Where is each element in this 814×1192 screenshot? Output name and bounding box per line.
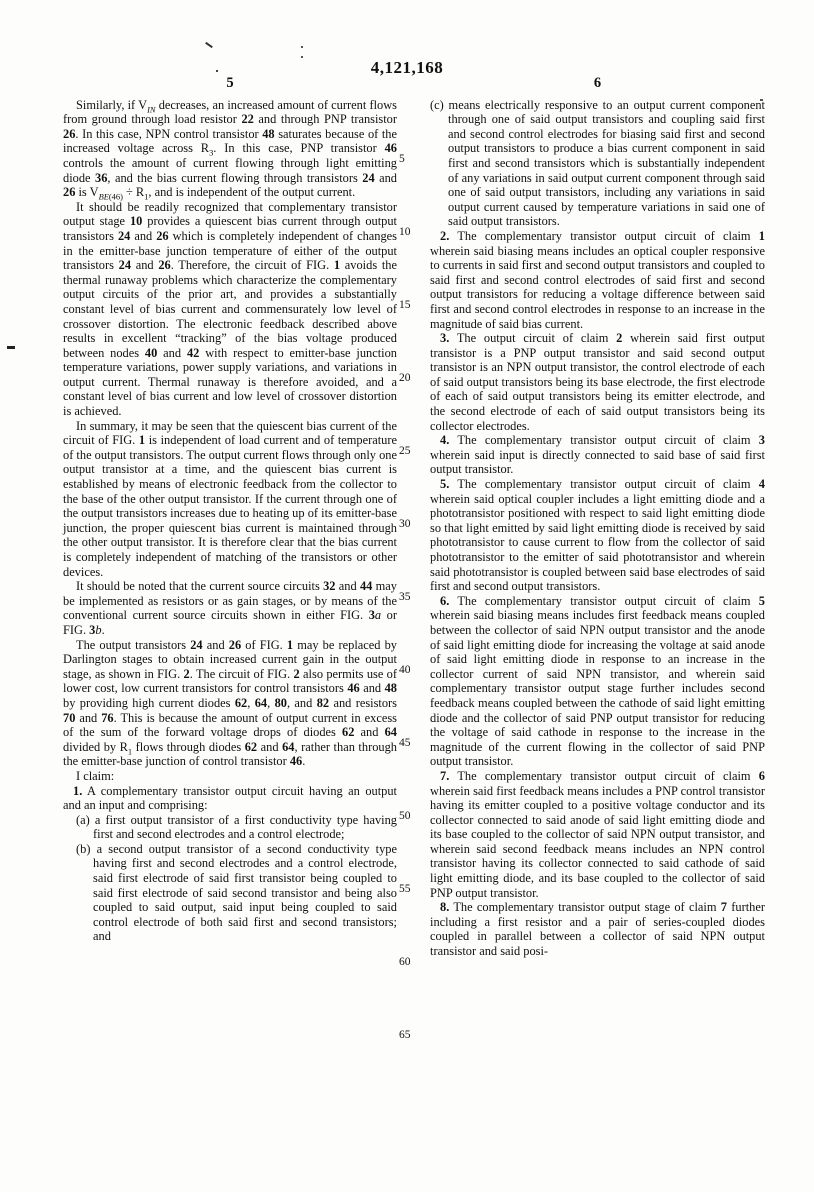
right-column (430, 76, 765, 959)
line-number: 30 (399, 518, 411, 530)
scan-artifact-grave (205, 42, 213, 48)
claim-1-item-a: (a) a first output transistor of a first conductivity type having first and second electrodes and a control electrode; (76, 812, 397, 842)
scan-artifact-dash (7, 346, 15, 349)
line-number: 10 (399, 226, 411, 238)
claim-4: 4. The complementary transistor output circuit of claim 3 wherein said input is directly connected to said base of said first output transistor. (430, 433, 765, 477)
line-number: 20 (399, 372, 411, 384)
patent-number: 4,121,168 (370, 58, 444, 77)
claim-5: 5. The complementary transistor output circuit of claim 4 wherein said optical coupler includes a light emitting diode and a phototransistor positioned with respect to said light emitting diode so that light emitted by said light emitting diode is received by said phototransistor to cause current to flow from the collector of said phototransistor to the emitter of said phototransistor and wherein said phototransistor is coupled between said base electrodes of said first and second output transistors. (430, 477, 765, 594)
line-number: 60 (399, 956, 411, 968)
paragraph: Similarly, if $V_{IN}$ decreases, an increased amount of current flows from ground through load resistor 22 and through PNP transistor 26. In this case, NPN control transistor 48 saturates because of the increased voltage across $R_3$. In this case, PNP transistor 46 controls the amount of current flowing through light emitting diode 36, and the bias current flowing through transistors 24 and 26 is $V_{BE(46)} \div R_1$, and is independent of the output current. (63, 97, 397, 202)
paragraph: It should be readily recognized that complementary transistor output stage 10 provides a quiescent bias current through output transistors 24 and 26 which is completely independent of changes in the emitter-base junction temperature of either of the output transistors 24 and 26. Therefore, the circuit of FIG. 1 avoids the thermal runaway problems which characterize the complementary output circuits of the prior art, and provides a substantially constant level of bias current and commensurately low level of crossover distortion. The electronic feedback described above results in excellent “tracking” of the bias voltage produced between nodes 40 and 42 with respect to emitter-base junction temperature variations, power supply variations, and variations in output current. Thermal runaway is therefore avoided, and a constant level of bias current and low level of crossover distortion is achieved. (63, 199, 397, 419)
line-number: 5 (399, 153, 405, 165)
line-number: 25 (399, 445, 411, 457)
line-number: 45 (399, 737, 411, 749)
claim-6: 6. The complementary transistor output circuit of claim 5 wherein said biasing means includes first feedback means coupled between the collector of said NPN output transistor and the anode of said light emitting diode for increasing the voltage at said anode of said light emitting diode in response to an increase in the collector current of said NPN transistor, and wherein said complementary transistor output stage further includes second feedback means coupled between the cathode of said light emitting diode and the collector of said PNP output transistor for reducing the voltage of said cathode in response to the increase in the magnitude of the current flowing in the collector of said PNP output transistor. (430, 593, 765, 769)
claim-2: 2. The complementary transistor output circuit of claim 1 wherein said biasing means includes an optical coupler responsive to currents in said first and second output transistors and coupled to said first and second control electrodes of said first and second output transistors for reducing a voltage difference between said first and second control electrodes in response to an increase in the magnitude of said bias current. (430, 228, 765, 331)
right-column-number: 6 (593, 75, 602, 91)
line-number: 40 (399, 664, 411, 676)
scan-artifact-colon (301, 46, 303, 58)
line-number: 65 (399, 1029, 411, 1041)
claim-7: 7. The complementary transistor output circuit of claim 6 wherein said first feedback means includes a PNP control transistor having its emitter coupled to a positive voltage conductor and its collector connected to said anode of said light emitting diode and its base coupled to the collector of said NPN output transistor, and wherein said second feedback means includes an NPN control transistor having its collector connected to said cathode of said light emitting diode, and its base coupled to the collector of said PNP output transistor. (430, 768, 765, 900)
line-number: 35 (399, 591, 411, 603)
paragraph: It should be noted that the current source circuits 32 and 44 may be implemented as resistors or as gain stages, or by means of the conventional current source circuits shown in either FIG. 3a or FIG. 3b. (63, 579, 398, 637)
line-number: 50 (399, 810, 411, 822)
claim-8: 8. The complementary transistor output stage of claim 7 further including a first resistor and a pair of series-coupled diodes coupled in parallel between a collector of said NPN output transistor and said posi- (430, 900, 765, 959)
left-column (63, 76, 397, 944)
line-number: 55 (399, 883, 411, 895)
line-number: 15 (399, 299, 411, 311)
claim-3: 3. The output circuit of claim 2 wherein said first output transistor is a PNP output transistor and said second output transistor is an NPN output transistor, the control electrode of each of said output transistors being its base electrode, the first electrode of each of said output transistors being its emitter electrode, and the second electrode of each of said output transistors being its collector electrodes. (430, 331, 765, 433)
left-column-number: 5 (226, 75, 234, 91)
i-claim-line: I claim: (76, 768, 115, 783)
paragraph: In summary, it may be seen that the quiescent bias current of the circuit of FIG. 1 is independent of load current and of temperature of the output transistors. The output current flows through only one output transistor at a time, and the quiescent bias current is established by means of electronic feedback from the collector to the base of the other output transistor. If the current through one of the output transistors increases due to heating up of its emitter-base junction, the proper quiescent bias current is maintained through the other output transistor. It is therefore clear that the bias current is completely independent of matching of the transistors or other devices. (63, 418, 398, 579)
claim-1-item-c: (c) means electrically responsive to an output current component through one of said output transistors and coupling said first and second control electrodes for biasing said first and second output transistors to produce a bias current component in said first and second transistors which is substantially independent of any variations in said output current component through said one of said output transistors, including any variations in said output current caused by temperature variations in said one of said output transistors. (430, 97, 765, 229)
paragraph: The output transistors 24 and 26 of FIG. 1 may be replaced by Darlington stages to obtain increased current gain in the output stage, as shown in FIG. 2. The circuit of FIG. 2 also permits use of lower cost, low current transistors for control transistors 46 and 48 by providing high current diodes 62, 64, 80, and 82 and resistors 70 and 76. This is because the amount of output current in excess of the sum of the forward voltage drops of diodes 62 and 64 divided by $R_1$ flows through diodes 62 and 64, rather than through the emitter-base junction of control transistor 46. (63, 637, 397, 769)
claim-1-intro: 1. A complementary transistor output circuit having an output and an input and comprising: (63, 783, 397, 813)
claim-1-item-b: (b) a second output transistor of a second conductivity type having first and second electrodes and a control electrode, said first electrode of said first transistor being coupled to said first electrode of said second transistor and being also coupled to said output, said input being coupled to said control electrode of both said first and second transistors; and (76, 841, 397, 944)
